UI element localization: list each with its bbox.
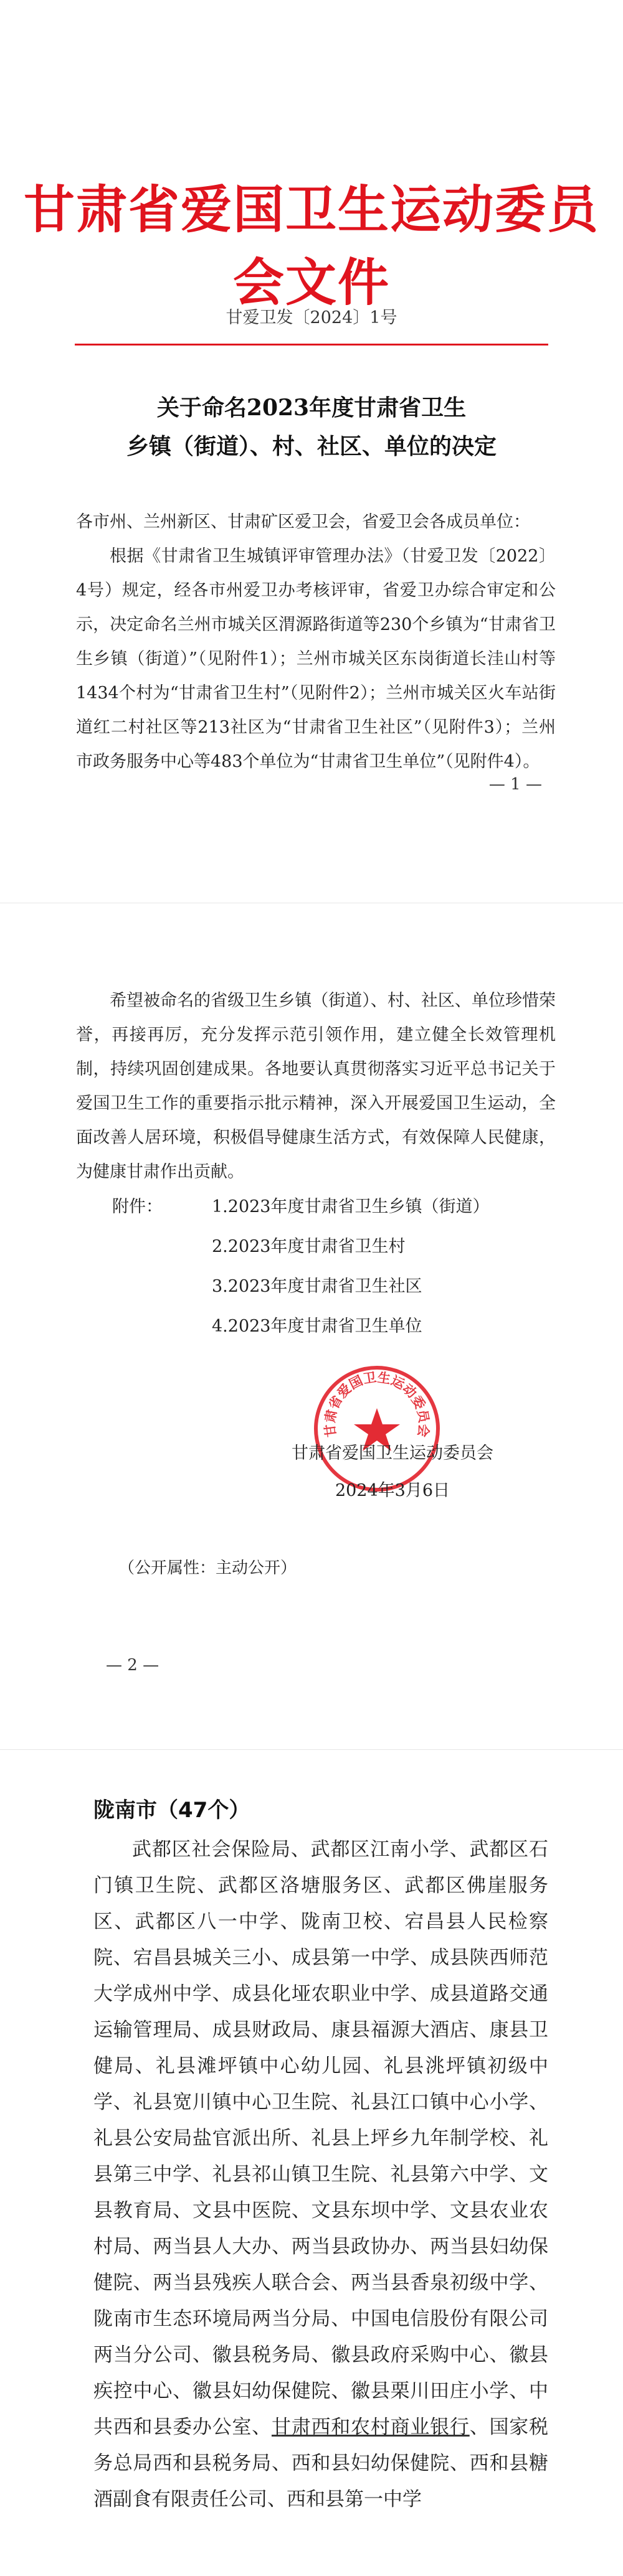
document-page-1	[0, 0, 623, 903]
signing-date: 2024年3月6日	[335, 1481, 450, 1500]
attachment-item: 4.2023年度甘肃省卫生单位	[212, 1317, 422, 1336]
decision-title-line-1: 关于命名2023年度甘肃省卫生	[156, 395, 467, 421]
salutation: 各市州、兰州新区、甘肃矿区爱卫会，省爱卫会各成员单位：	[76, 512, 530, 532]
attachment-item: 1.2023年度甘肃省卫生乡镇（街道）	[212, 1197, 490, 1216]
highlighted-unit: 甘肃西和农村商业银行	[271, 2416, 470, 2438]
publicity-attribute: （公开属性：主动公开）	[118, 1559, 297, 1577]
region-heading: 陇南市（47个）	[93, 1798, 250, 1823]
unit-list-text-continued: 、国家税务总局西和县税务局、西和县妇幼保健院、西和县糖酒副食有限责任公司、西和县第一中学	[93, 2416, 549, 2511]
decision-title-line-2: 乡镇（街道）、村、社区、单位的决定	[126, 433, 497, 459]
seal-text: 甘肃省爱国卫生运动委员会	[321, 1369, 432, 1439]
page-number: — 1 —	[488, 775, 542, 794]
unit-list	[93, 1831, 548, 2517]
closing-paragraph: 希望被命名的省级卫生乡镇（街道）、村、社区、单位珍惜荣誉，再接再厉，充分发挥示范引领作用，建立健全长效管理机制，持续巩固创建成果。各地要认真贯彻落实习近平总书记关于爱国卫生工作的重要指示批示精神，深入开展爱国卫生运动，全面改善人居环境，积极倡导健康生活方式，有效保障人民健康，为健康甘肃作出贡献。	[76, 991, 556, 1182]
official-seal-icon	[312, 1363, 442, 1494]
issuing-org-title: 甘肃省爱国卫生运动委员会文件	[23, 180, 599, 313]
signing-organization: 甘肃省爱国卫生运动委员会	[292, 1444, 493, 1463]
decision-title	[0, 388, 623, 466]
decision-body-paragraph: 根据《甘肃省卫生城镇评审管理办法》（甘爱卫发〔2022〕4号）规定，经各市州爱卫办考核评审，省爱卫办综合审定和公示，决定命名兰州市城关区渭源路街道等230个乡镇为“甘肃省卫生乡镇（街道）”（见附件1）；兰州市城关区东岗街道长洼山村等1434个村为“甘肃省卫生村”（见附件2）；兰州市城关区火车站街道红二村社区等213社区为“甘肃省卫生社区”（见附件3）；兰州市政务服务中心等483个单位为“甘肃省卫生单位”（见附件4）。	[76, 547, 556, 771]
attachments-label: 附件：	[112, 1197, 163, 1216]
red-divider	[75, 344, 548, 346]
attachment-item: 3.2023年度甘肃省卫生社区	[212, 1277, 422, 1296]
page-number: — 2 —	[106, 1656, 159, 1675]
attachment-item: 2.2023年度甘肃省卫生村	[212, 1237, 406, 1256]
unit-list-text: 武都区社会保险局、武都区江南小学、武都区石门镇卫生院、武都区洛塘服务区、武都区佛崖服务区、武都区八一中学、陇南卫校、宕昌县人民检察院、宕昌县城关三小、成县第一中学、成县陕西师范大学成州中学、成县化垭农职业中学、成县道路交通运输管理局、成县财政局、康县福源大酒店、康县卫健局、礼县滩坪镇中心幼儿园、礼县洮坪镇初级中学、礼县宽川镇中心卫生院、礼县江口镇中心小学、礼县公安局盐官派出所、礼县上坪乡九年制学校、礼县第三中学、礼县祁山镇卫生院、礼县第六中学、文县教育局、文县中医院、文县东坝中学、文县农业农村局、两当县人大办、两当县政协办、两当县妇幼保健院、两当县残疾人联合会、两当县香泉初级中学、陇南市生态环境局两当分局、中国电信股份有限公司两当分公司、徽县税务局、徽县政府采购中心、徽县疾控中心、徽县妇幼保健院、徽县栗川田庄小学、中共西和县委办公室、	[93, 1838, 548, 2438]
document-number: 甘爱卫发〔2024〕1号	[226, 308, 397, 327]
